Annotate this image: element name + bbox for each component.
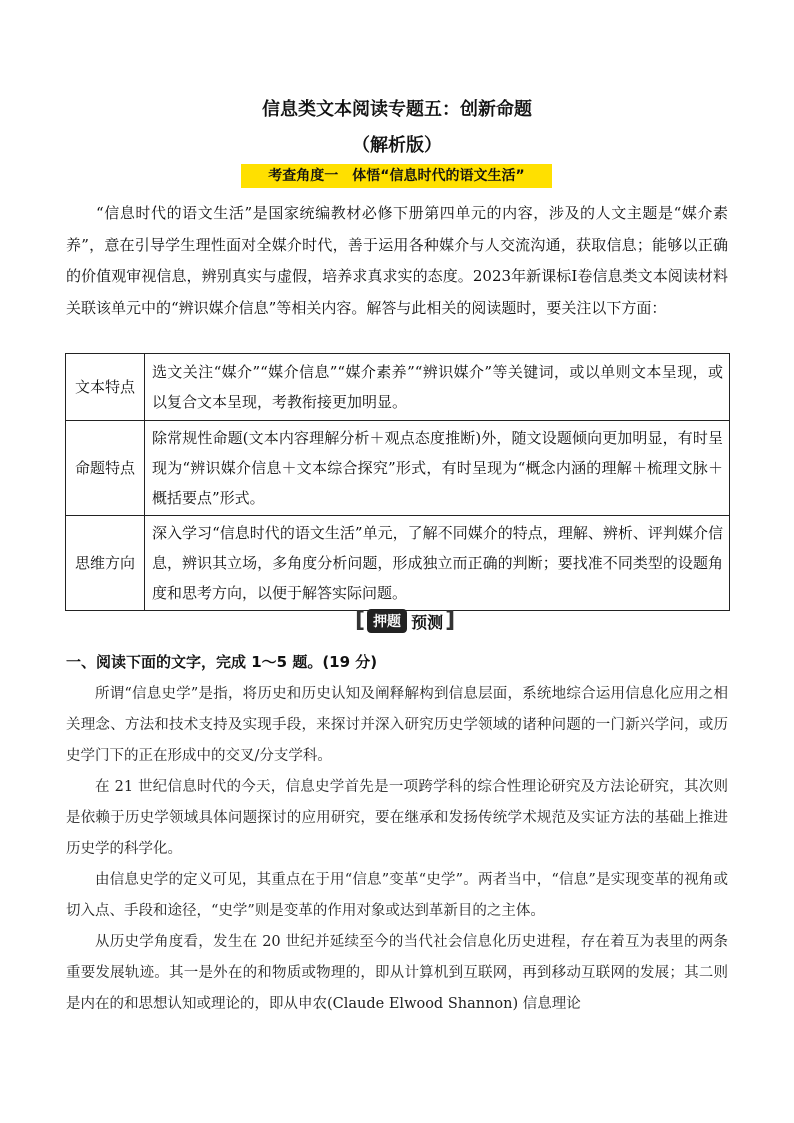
passage-paragraph: 从历史学角度看，发生在 20 世纪并延续至今的当代社会信息化历史进程，存在着互为表里的两条重要发展轨迹。其一是外在的和物质或物理的，即从计算机到互联网，再到移动互联网的发展；其二则是内在的和思想认知或理论的，即从申农(Claude Elwood Shannon) 信息理论 [66,934,728,1012]
passage-paragraph: 所谓“信息史学”是指，将历史和历史认知及阐释解构到信息层面，系统地综合运用信息化应用之相关理念、方法和技术支持及实现手段，来探讨并深入研究历史学领域的诸种问题的一门新兴学问，或历史学门下的正在形成中的交叉/分支学科。 [66,686,728,764]
table-row-content: 选文关注“媒介”“媒介信息”“媒介素养”“辨识媒介”等关键词，或以单则文本呈现，或以复合文本呈现，考教衔接更加明显。 [145,354,730,421]
info-table [65,353,730,611]
table-row-content: 除常规性命题(文本内容理解分析＋观点态度推断)外，随文设题倾向更加明显，有时呈现为“辨识媒介信息＋文本综合探究”形式，有时呈现为“概念内涵的理解＋梳理文脉＋概括要点”形式。 [145,421,730,516]
badge-chip: 押题 [367,609,407,633]
table-row-label: 命题特点 [66,421,145,516]
intro-paragraph: “信息时代的语文生活”是国家统编教材必修下册第四单元的内容，涉及的人文主题是“媒介素养”，意在引导学生理性面对全媒介时代，善于运用各种媒介与人交流沟通，获取信息；能够以正确的价值观审视信息，辨别真实与虚假，培养求真求实的态度。2023年新课标Ⅰ卷信息类文本阅读材料关联该单元中的“辨识媒介信息”等相关内容。解答与此相关的阅读题时，要关注以下方面： [66,204,728,317]
reading-passage [66,679,728,1020]
question-heading: 一、阅读下面的文字，完成 1～5 题。(19 分) [66,653,378,671]
left-bracket-icon: [ [355,608,366,633]
document-subtitle: （解析版） [352,135,442,156]
passage-paragraph: 在 21 世纪信息时代的今天，信息史学首先是一项跨学科的综合性理论研究及方法论研究，其次则是依赖于历史学领域具体问题探讨的应用研究，要在继承和发扬传统学术规范及实证方法的基础上推进历史学的科学化。 [66,779,728,857]
table-row [66,516,730,611]
table-row-label: 思维方向 [66,516,145,611]
table-row-label: 文本特点 [66,354,145,421]
table-row [66,421,730,516]
right-bracket-icon: ] [445,608,456,633]
intro-text [66,198,728,324]
badge-text: 预测 [411,612,444,632]
table-row [66,354,730,421]
passage-paragraph: 由信息史学的定义可见，其重点在于用“信息”变革“史学”。两者当中，“信息”是实现变革的视角或切入点、手段和途径，“史学”则是变革的作用对象或达到革新目的之主体。 [66,872,728,919]
prediction-badge [355,606,455,636]
section-band: 考查角度一 体悟“信息时代的语文生活” [241,164,552,188]
document-title: 信息类文本阅读专题五：创新命题 [262,99,532,120]
table-row-content: 深入学习“信息时代的语文生活”单元，了解不同媒介的特点，理解、辨析、评判媒介信息，辨识其立场，多角度分析问题，形成独立而正确的判断；要找准不同类型的设题角度和思考方向，以便于解答实际问题。 [145,516,730,611]
